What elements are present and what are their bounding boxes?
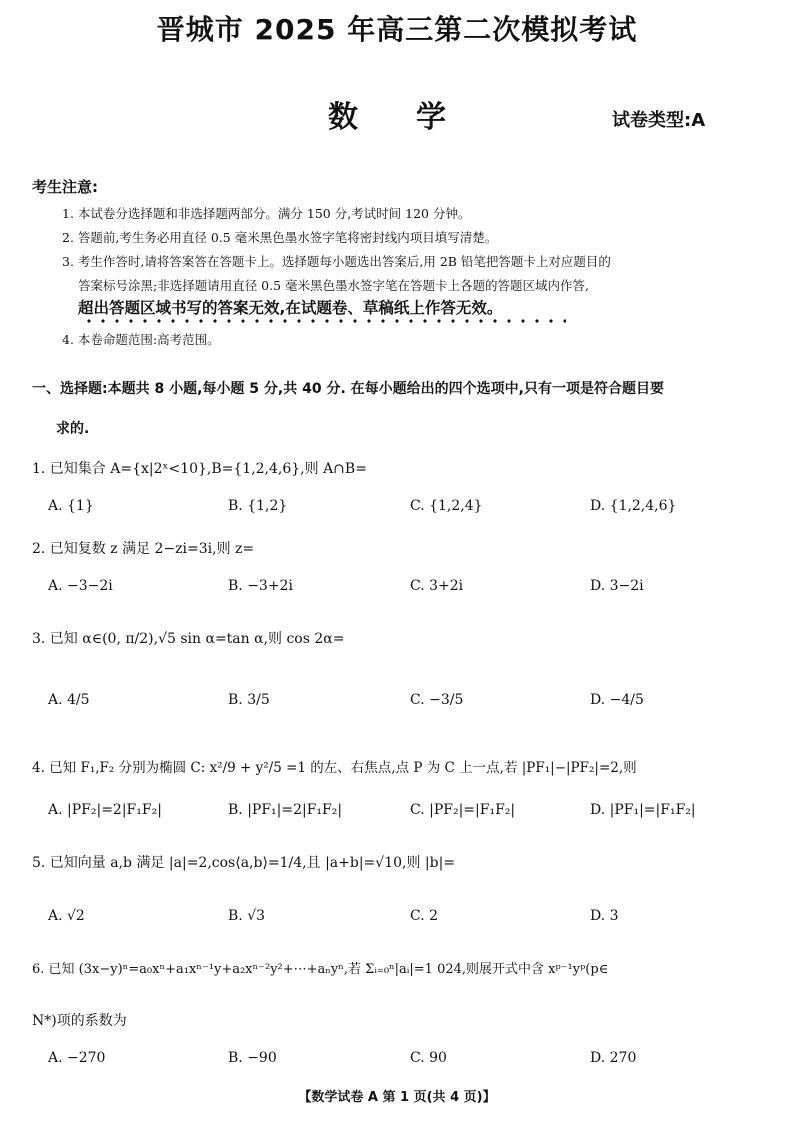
question-2-option-b: B. −3+2i	[228, 578, 293, 594]
section-heading: 一、选择题:本题共 8 小题,每小题 5 分,共 40 分. 在每小题给出的四个选项中,只有一项是符合题目要	[32, 381, 664, 397]
question-4-stem: 4. 已知 F₁,F₂ 分别为椭圆 C: x²/9 + y²/5 =1 的左、右焦点,点 P 为 C 上一点,若 |PF₁|−|PF₂|=2,则	[32, 760, 637, 776]
notice-line: 4. 本卷命题范围:高考范围。	[62, 332, 220, 347]
question-2-option-d: D. 3−2i	[590, 578, 644, 594]
question-6-option-c: C. 90	[410, 1050, 447, 1066]
question-6-option-a: A. −270	[48, 1050, 106, 1066]
question-5-option-c: C. 2	[410, 908, 439, 924]
question-1-option-c: C. {1,2,4}	[410, 498, 483, 514]
question-6-stem-cont: N*)项的系数为	[32, 1013, 127, 1029]
question-6-option-d: D. 270	[590, 1050, 637, 1066]
question-2-option-c: C. 3+2i	[410, 578, 464, 594]
question-3-option-d: D. −4/5	[590, 692, 644, 708]
question-6-option-b: B. −90	[228, 1050, 277, 1066]
question-5-option-a: A. √2	[48, 908, 85, 924]
page-footer: 【数学试卷 A 第 1 页(共 4 页)】	[298, 1090, 496, 1105]
notice-line: 1. 本试卷分选择题和非选择题两部分。满分 150 分,考试时间 120 分钟。	[62, 206, 471, 221]
question-2-option-a: A. −3−2i	[48, 578, 113, 594]
notice-heading: 考生注意:	[32, 178, 98, 196]
question-1-option-a: A. {1}	[48, 498, 94, 514]
section-heading-cont: 求的.	[56, 421, 90, 437]
question-3-stem: 3. 已知 α∈(0, π/2),√5 sin α=tan α,则 cos 2α=	[32, 631, 345, 647]
question-1-option-d: D. {1,2,4,6}	[590, 498, 677, 514]
exam-title: 晋城市 2025 年高三第二次模拟考试	[156, 13, 638, 46]
question-4-option-a: A. |PF₂|=2|F₁F₂|	[48, 802, 162, 818]
question-1-stem: 1. 已知集合 A={x|2ˣ<10},B={1,2,4,6},则 A∩B=	[32, 461, 367, 477]
subject-title: 数学	[328, 100, 504, 135]
question-4-option-b: B. |PF₁|=2|F₁F₂|	[228, 802, 343, 818]
question-4-option-c: C. |PF₂|=|F₁F₂|	[410, 802, 516, 818]
question-3-option-a: A. 4/5	[48, 692, 90, 708]
question-5-option-d: D. 3	[590, 908, 619, 924]
emphasis-dots	[82, 318, 566, 324]
notice-line: 2. 答题前,考生务必用直径 0.5 毫米黑色墨水签字笔将密封线内项目填写清楚。	[62, 230, 498, 245]
question-3-option-c: C. −3/5	[410, 692, 464, 708]
question-5-stem: 5. 已知向量 a,b 满足 |a|=2,cos⟨a,b⟩=1/4,且 |a+b|=√10,则 |b|=	[32, 855, 456, 871]
question-1-option-b: B. {1,2}	[228, 498, 288, 514]
notice-line: 3. 考生作答时,请将答案答在答题卡上。选择题每小题选出答案后,用 2B 铅笔把答题卡上对应题目的	[62, 254, 611, 269]
question-2-stem: 2. 已知复数 z 满足 2−zi=3i,则 z=	[32, 541, 255, 557]
notice-line-emphasis: 超出答题区域书写的答案无效,在试题卷、草稿纸上作答无效。	[78, 299, 503, 317]
question-6-stem: 6. 已知 (3x−y)ⁿ=a₀xⁿ+a₁xⁿ⁻¹y+a₂xⁿ⁻²y²+⋯+aₙyⁿ,若 Σᵢ₌₀ⁿ|aᵢ|=1 024,则展开式中含 xᵖ⁻¹yᵖ(p∈	[32, 962, 609, 977]
notice-line: 答案标号涂黑;非选择题请用直径 0.5 毫米黑色墨水签字笔在答题卡上各题的答题区域内作答,	[78, 278, 590, 293]
paper-type: 试卷类型:A	[612, 110, 706, 131]
question-5-option-b: B. √3	[228, 908, 266, 924]
question-3-option-b: B. 3/5	[228, 692, 270, 708]
question-4-option-d: D. |PF₁|=|F₁F₂|	[590, 802, 696, 818]
